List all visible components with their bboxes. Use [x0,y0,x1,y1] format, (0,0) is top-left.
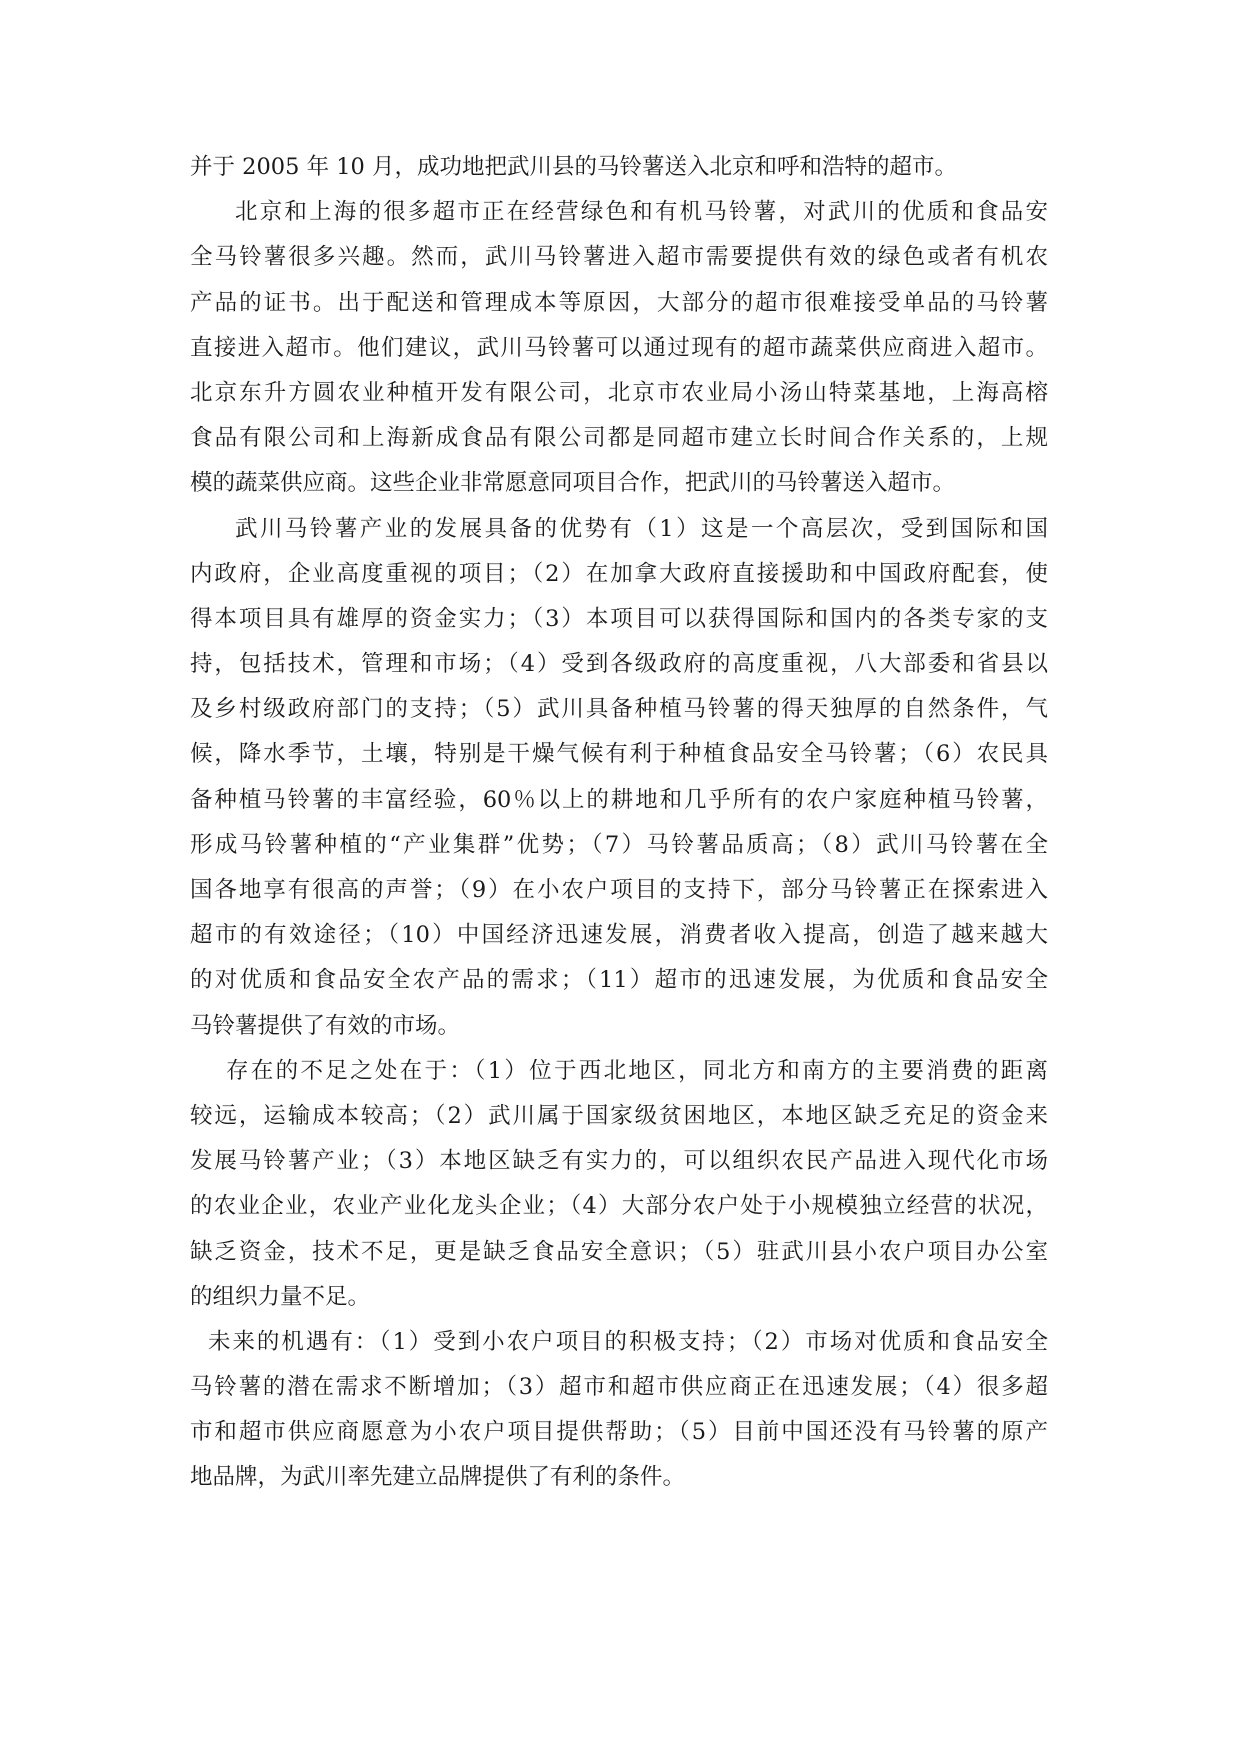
paragraph-line: 形成马铃薯种植的“产业集群”优势；（7）马铃薯品质高；（8）武川马铃薯在全 [190,831,1048,858]
paragraph-line: 超市的有效途径；（10）中国经济迅速发展，消费者收入提高，创造了越来越大 [190,922,1048,949]
paragraph-line: 候，降水季节，土壤，特别是干燥气候有利于种植食品安全马铃薯；（6）农民具 [190,741,1048,768]
paragraph-line: 模的蔬菜供应商。这些企业非常愿意同项目合作，把武川的马铃薯送入超市。 [190,470,956,497]
document-body [190,145,1048,1501]
paragraph-line: 发展马铃薯产业；（3）本地区缺乏有实力的，可以组织农民产品进入现代化市场 [190,1148,1048,1175]
paragraph-line: 北京和上海的很多超市正在经营绿色和有机马铃薯，对武川的优质和食品安 [235,199,1048,226]
paragraph-line: 内政府，企业高度重视的项目；（2）在加拿大政府直接援助和中国政府配套，使 [190,560,1048,587]
paragraph-line: 北京东升方圆农业种植开发有限公司，北京市农业局小汤山特菜基地，上海高榕 [190,379,1048,406]
paragraph-line: 未来的机遇有：（1）受到小农户项目的积极支持；（2）市场对优质和食品安全 [208,1328,1048,1355]
paragraph-line: 及乡村级政府部门的支持；（5）武川具备种植马铃薯的得天独厚的自然条件，气 [190,696,1048,723]
paragraph-line: 得本项目具有雄厚的资金实力；（3）本项目可以获得国际和国内的各类专家的支 [190,605,1048,632]
paragraph-line: 的组织力量不足。 [190,1283,371,1310]
paragraph-line: 持，包括技术，管理和市场；（4）受到各级政府的高度重视，八大部委和省县以 [190,651,1048,678]
paragraph-line: 备种植马铃薯的丰富经验，60％以上的耕地和几乎所有的农户家庭种植马铃薯， [190,786,1048,813]
paragraph-line: 市和超市供应商愿意为小农户项目提供帮助；（5）目前中国还没有马铃薯的原产 [190,1419,1048,1446]
paragraph-line: 地品牌，为武川率先建立品牌提供了有利的条件。 [190,1464,686,1491]
paragraph-line: 马铃薯提供了有效的市场。 [190,1012,461,1039]
paragraph-line: 的农业企业，农业产业化龙头企业；（4）大部分农户处于小规模独立经营的状况， [190,1193,1048,1220]
paragraph-line: 较远，运输成本较高；（2）武川属于国家级贫困地区，本地区缺乏充足的资金来 [190,1102,1048,1129]
paragraph-line: 武川马铃薯产业的发展具备的优势有（1）这是一个高层次，受到国际和国 [235,515,1048,542]
paragraph-line: 存在的不足之处在于：（1）位于西北地区，同北方和南方的主要消费的距离 [226,1057,1048,1084]
paragraph-line: 全马铃薯很多兴趣。然而，武川马铃薯进入超市需要提供有效的绿色或者有机农 [190,244,1048,271]
paragraph-line: 国各地享有很高的声誉；（9）在小农户项目的支持下，部分马铃薯正在探索进入 [190,877,1048,903]
paragraph-line: 缺乏资金，技术不足，更是缺乏食品安全意识；（5）驻武川县小农户项目办公室 [190,1238,1048,1265]
paragraph-line: 并于 2005 年 10 月，成功地把武川县的马铃薯送入北京和呼和浩特的超市。 [190,154,958,180]
paragraph-line: 食品有限公司和上海新成食品有限公司都是同超市建立长时间合作关系的，上规 [190,425,1048,452]
paragraph-line: 的对优质和食品安全农产品的需求；（11）超市的迅速发展，为优质和食品安全 [190,967,1048,994]
paragraph-line: 直接进入超市。他们建议，武川马铃薯可以通过现有的超市蔬菜供应商进入超市。 [190,334,1048,361]
paragraph-line: 产品的证书。出于配送和管理成本等原因，大部分的超市很难接受单品的马铃薯 [190,289,1048,316]
paragraph-line: 马铃薯的潜在需求不断增加；（3）超市和超市供应商正在迅速发展；（4）很多超 [190,1374,1048,1401]
